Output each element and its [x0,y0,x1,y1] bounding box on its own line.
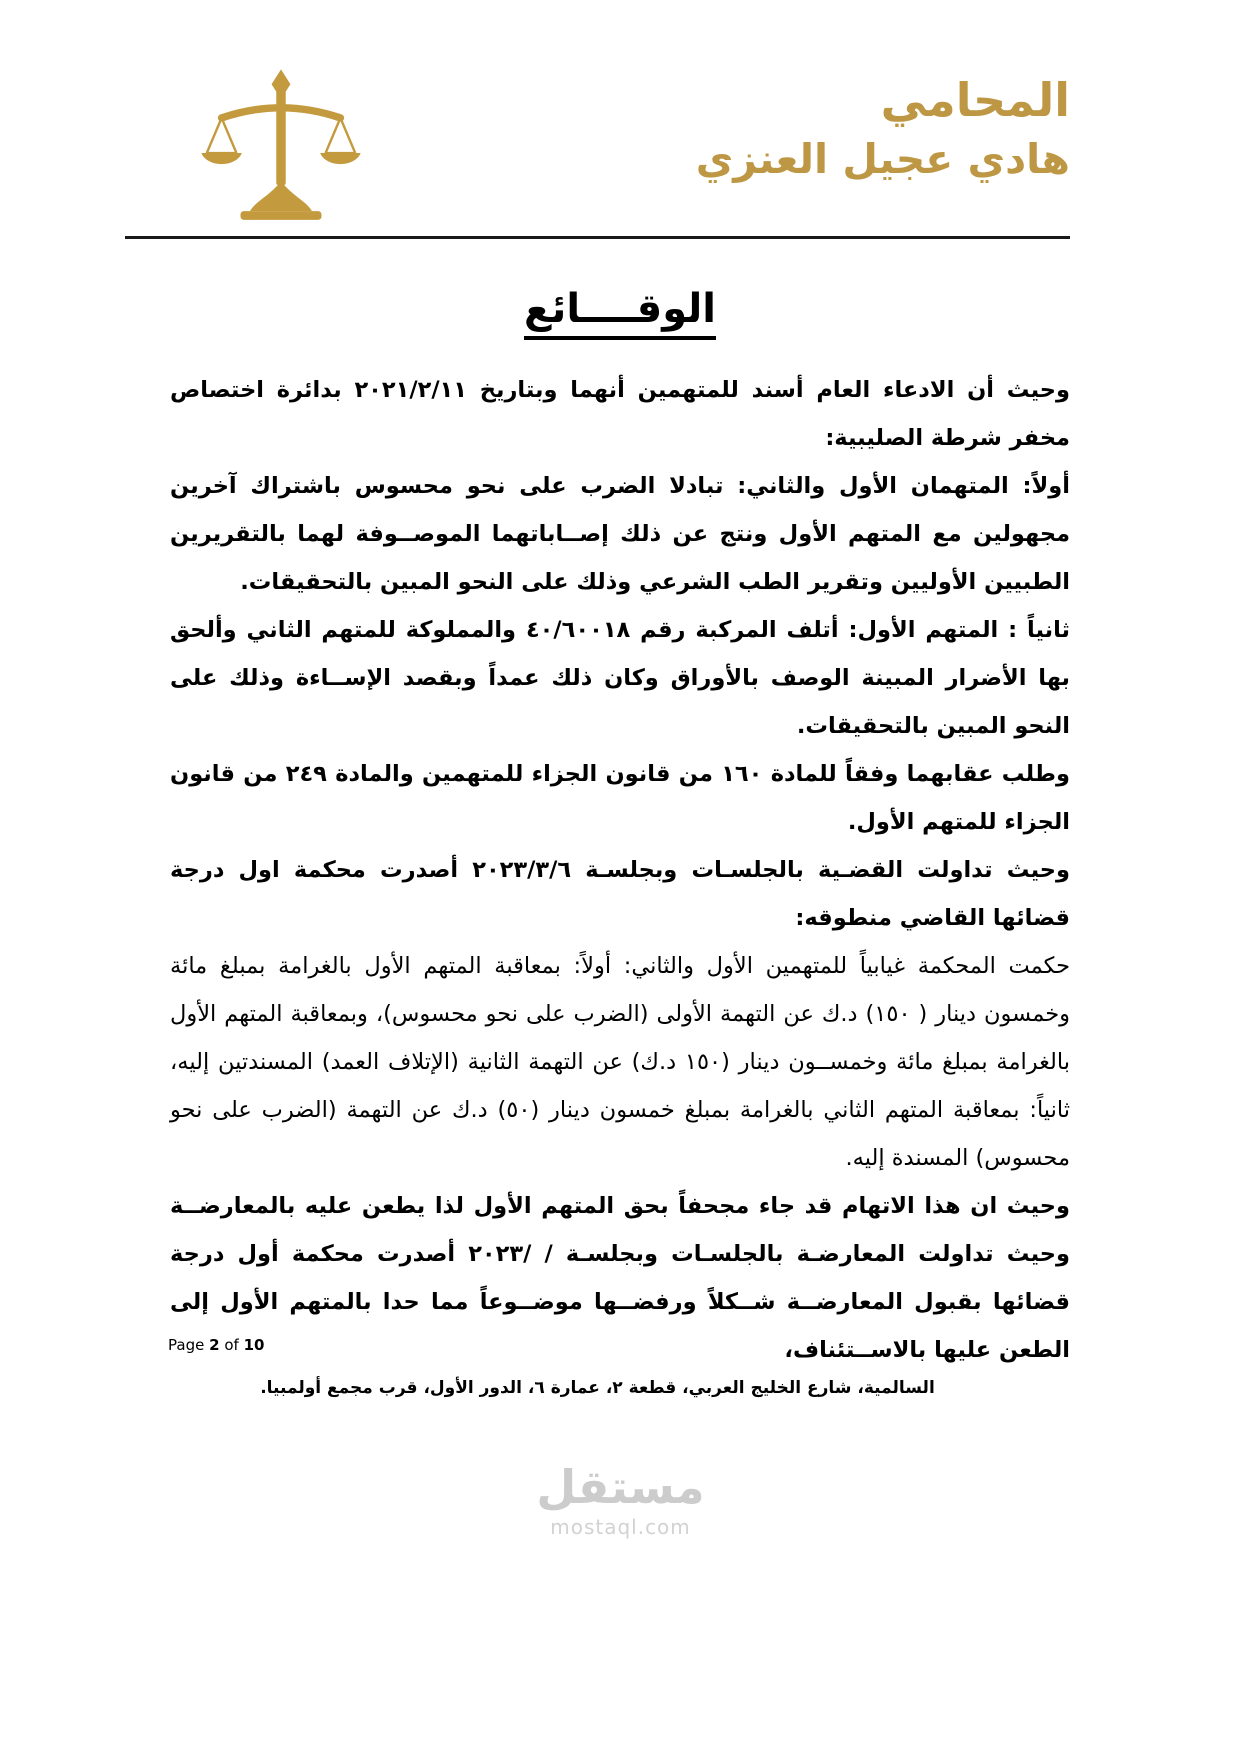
lawyer-title: المحامي [880,73,1070,127]
paragraph-first-instance: وحيث تداولت القضـية بالجلسـات وبجلسـة ٢٠٢٣/٣/٦ أصدرت محكمة اول درجة قضائها القاضي منطوقه: [170,857,1070,931]
section-title-text: الوقــــائع [524,286,716,340]
paragraph-charge-second: ثانياً : المتهم الأول: أتلف المركبة رقم ٤٠/٦٠٠١٨ والمملوكة للمتهم الثاني وألحق بها الأضرار المبينة الوصف بالأوراق وكان ذلك عمداً وبقصد الإســاءة وذلك على النحو المبين بالتحقيقات. [170,617,1071,739]
document-body [170,286,1070,1374]
page-number [168,1336,264,1354]
of-word: of [224,1336,239,1354]
paragraph-charge-first: أولاً: المتهمان الأول والثاني: تبادلا الضرب على نحو محسوس باشتراك آخرين مجهولين مع المتهم الأول ونتج عن ذلك إصــاباتهما الموصــوفة لهما بالتقريرين الطبيين الأوليين وتقرير الطب الشرعي وذلك على النحو المبين بالتحقيقات. [170,473,1070,595]
page-number-value: 2 [209,1336,220,1354]
paragraph-intro: وحيث أن الادعاء العام أسند للمتهمين أنهما وبتاريخ ٢٠٢١/٢/١١ بدائرة اختصاص مخفر شرطة الصليبية: [170,377,1070,451]
scales-of-justice-icon [197,68,365,230]
lawyer-name: هادي عجيل العنزي [695,134,1070,183]
header-divider [125,236,1070,239]
watermark [0,1462,1241,1539]
paragraph-punishment-request: وطلب عقابهما وفقاً للمادة ١٦٠ من قانون الجزاء للمتهمين والمادة ٢٤٩ من قانون الجزاء للمتهم الأول. [170,761,1070,835]
paragraph-opposition: وحيث ان هذا الاتهام قد جاء مجحفاً بحق المتهم الأول لذا يطعن عليه بالمعارضــة وحيث تداولت المعارضـة بالجلسـات وبجلسـة / /٢٠٢٣ أصدرت محكمة أول درجة قضائها بقبول المعارضــة شــكلاً ورفضــها موضــوعاً مما حدا بالمتهم الأول إلى الطعن عليها بالاســتئناف، [170,1193,1070,1363]
paragraph-verdict: حكمت المحكمة غيابياً للمتهمين الأول والثاني: أولاً: بمعاقبة المتهم الأول بالغرامة بمبلغ مائة وخمسون دينار ( ١٥٠) د.ك عن التهمة الأولى (الضرب على نحو محسوس)، وبمعاقبة المتهم الأول بالغرامة بمبلغ مائة وخمســون دينار (١٥٠ د.ك) عن التهمة الثانية (الإتلاف العمد) المسندتين إليه، ثانياً: بمعاقبة المتهم الثاني بالغرامة بمبلغ خمسون دينار (٥٠) د.ك عن التهمة (الضرب على نحو محسوس) المسندة إليه. [170,953,1070,1171]
total-pages-value: 10 [243,1336,265,1354]
letterhead [125,68,1070,233]
letterhead-text [696,74,1070,184]
watermark-site-text: mostaql.com [550,1514,691,1539]
page-word: Page [168,1336,205,1354]
section-title [170,286,1070,340]
mostaql-logo-text: مستقل [536,1460,705,1514]
office-address: السالمية، شارع الخليج العربي، قطعة ٢، عمارة ٦، الدور الأول، قرب مجمع أولمبيا. [260,1378,935,1398]
